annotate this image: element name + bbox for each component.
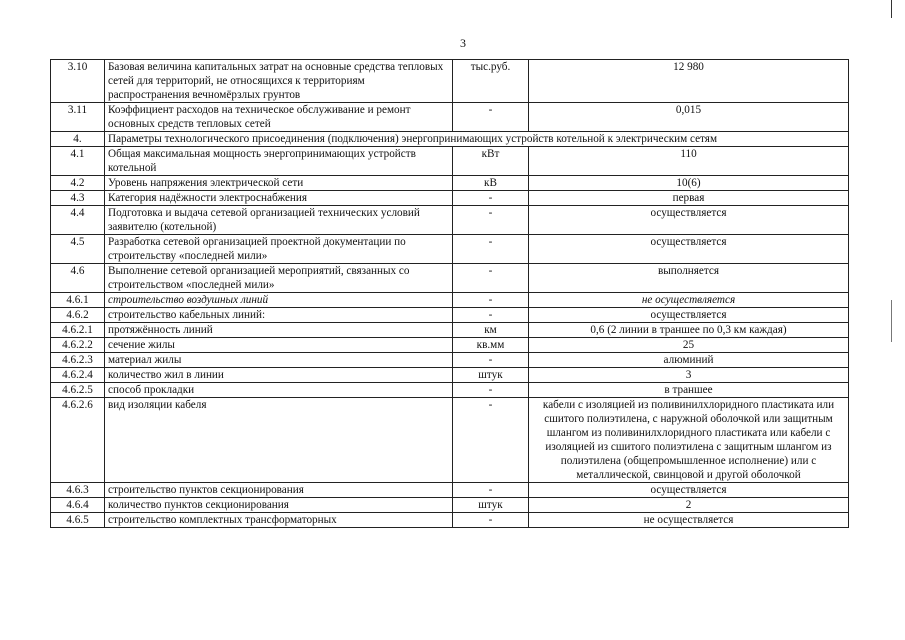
row-number: 4.6.2 xyxy=(51,308,105,323)
parameter-name: Подготовка и выдача сетевой организацией технических условий заявителю (котельной) xyxy=(105,206,453,235)
value-cell: 0,015 xyxy=(529,103,849,132)
table-row xyxy=(51,383,849,398)
parameter-name: количество пунктов секционирования xyxy=(105,498,453,513)
table-row xyxy=(51,103,849,132)
row-number: 4.6.2.1 xyxy=(51,323,105,338)
row-number: 3.10 xyxy=(51,60,105,103)
row-number: 4.6.2.2 xyxy=(51,338,105,353)
unit-cell: тыс.руб. xyxy=(453,60,529,103)
row-number: 4.2 xyxy=(51,176,105,191)
value-cell: 110 xyxy=(529,147,849,176)
table-row xyxy=(51,235,849,264)
table-row xyxy=(51,264,849,293)
unit-cell: - xyxy=(453,483,529,498)
parameter-name: сечение жилы xyxy=(105,338,453,353)
parameter-name: строительство пунктов секционирования xyxy=(105,483,453,498)
unit-cell: - xyxy=(453,264,529,293)
table-row xyxy=(51,176,849,191)
parameter-name: протяжённость линий xyxy=(105,323,453,338)
table-row xyxy=(51,338,849,353)
value-cell: выполняется xyxy=(529,264,849,293)
parameter-name: вид изоляции кабеля xyxy=(105,398,453,483)
parameter-name: Разработка сетевой организацией проектной документации по строительству «последней мили» xyxy=(105,235,453,264)
row-number: 4.6.1 xyxy=(51,293,105,308)
value-cell: не осуществляется xyxy=(529,513,849,528)
value-cell: осуществляется xyxy=(529,483,849,498)
unit-cell: - xyxy=(453,191,529,206)
value-cell: 2 xyxy=(529,498,849,513)
parameter-name: способ прокладки xyxy=(105,383,453,398)
parameters-table xyxy=(50,59,849,528)
row-number: 4.6.2.3 xyxy=(51,353,105,368)
row-number: 3.11 xyxy=(51,103,105,132)
table-row xyxy=(51,206,849,235)
section-heading: Параметры технологического присоединения (подключения) энергопринимающих устройств котельной к электрическим сетям xyxy=(105,132,849,147)
unit-cell: - xyxy=(453,293,529,308)
table-row xyxy=(51,308,849,323)
unit-cell: - xyxy=(453,235,529,264)
row-number: 4.1 xyxy=(51,147,105,176)
row-number: 4. xyxy=(51,132,105,147)
row-number: 4.6.2.4 xyxy=(51,368,105,383)
table-row xyxy=(51,483,849,498)
value-cell: 25 xyxy=(529,338,849,353)
scan-edge-mark xyxy=(891,300,892,342)
value-cell: не осуществляется xyxy=(529,293,849,308)
unit-cell: штук xyxy=(453,498,529,513)
row-number: 4.3 xyxy=(51,191,105,206)
unit-cell: - xyxy=(453,103,529,132)
value-cell: осуществляется xyxy=(529,235,849,264)
row-number: 4.6.2.5 xyxy=(51,383,105,398)
parameter-name: Категория надёжности электроснабжения xyxy=(105,191,453,206)
parameter-name: Базовая величина капитальных затрат на основные средства тепловых сетей для территорий, не относящихся к территориям распространения вечномёрзлых грунтов xyxy=(105,60,453,103)
unit-cell: - xyxy=(453,308,529,323)
table-row xyxy=(51,60,849,103)
table-row xyxy=(51,293,849,308)
table-row xyxy=(51,191,849,206)
unit-cell: км xyxy=(453,323,529,338)
unit-cell: штук xyxy=(453,368,529,383)
table-row xyxy=(51,513,849,528)
parameter-name: материал жилы xyxy=(105,353,453,368)
table-row xyxy=(51,323,849,338)
scan-edge-mark xyxy=(891,0,892,18)
value-cell: 12 980 xyxy=(529,60,849,103)
parameter-name: строительство воздушных линий xyxy=(105,293,453,308)
row-number: 4.4 xyxy=(51,206,105,235)
value-cell: кабели с изоляцией из поливинилхлоридного пластиката или сшитого полиэтилена, с наружной оболочкой или защитным шлангом из поливинилхлоридного пластиката или кабели с изоляцией из сшитого полиэтилена с защитным шлангом из полиэтилена (общепромышленное исполнение) или с металлической, свинцовой и другой оболочкой xyxy=(529,398,849,483)
row-number: 4.6.5 xyxy=(51,513,105,528)
parameter-name: строительство комплектных трансформаторных xyxy=(105,513,453,528)
value-cell: алюминий xyxy=(529,353,849,368)
unit-cell: - xyxy=(453,513,529,528)
value-cell: 3 xyxy=(529,368,849,383)
table-row xyxy=(51,353,849,368)
value-cell: 10(6) xyxy=(529,176,849,191)
value-cell: осуществляется xyxy=(529,308,849,323)
parameter-name: Общая максимальная мощность энергопринимающих устройств котельной xyxy=(105,147,453,176)
parameter-name: строительство кабельных линий: xyxy=(105,308,453,323)
row-number: 4.6.2.6 xyxy=(51,398,105,483)
page-number: 3 xyxy=(460,36,466,50)
unit-cell: - xyxy=(453,383,529,398)
table-row xyxy=(51,147,849,176)
parameter-name: Коэффициент расходов на техническое обслуживание и ремонт основных средств тепловых сетей xyxy=(105,103,453,132)
value-cell: осуществляется xyxy=(529,206,849,235)
value-cell: 0,6 (2 линии в траншее по 0,3 км каждая) xyxy=(529,323,849,338)
unit-cell: - xyxy=(453,353,529,368)
value-cell: в траншее xyxy=(529,383,849,398)
table-row xyxy=(51,132,849,147)
row-number: 4.6.4 xyxy=(51,498,105,513)
unit-cell: кв.мм xyxy=(453,338,529,353)
parameter-name: Уровень напряжения электрической сети xyxy=(105,176,453,191)
unit-cell: кВт xyxy=(453,147,529,176)
parameter-name: Выполнение сетевой организацией мероприятий, связанных со строительством «последней мили» xyxy=(105,264,453,293)
parameter-name: количество жил в линии xyxy=(105,368,453,383)
unit-cell: - xyxy=(453,206,529,235)
unit-cell: - xyxy=(453,398,529,483)
unit-cell: кВ xyxy=(453,176,529,191)
table-row xyxy=(51,368,849,383)
row-number: 4.6 xyxy=(51,264,105,293)
row-number: 4.6.3 xyxy=(51,483,105,498)
row-number: 4.5 xyxy=(51,235,105,264)
value-cell: первая xyxy=(529,191,849,206)
table-row xyxy=(51,398,849,483)
table-row xyxy=(51,498,849,513)
